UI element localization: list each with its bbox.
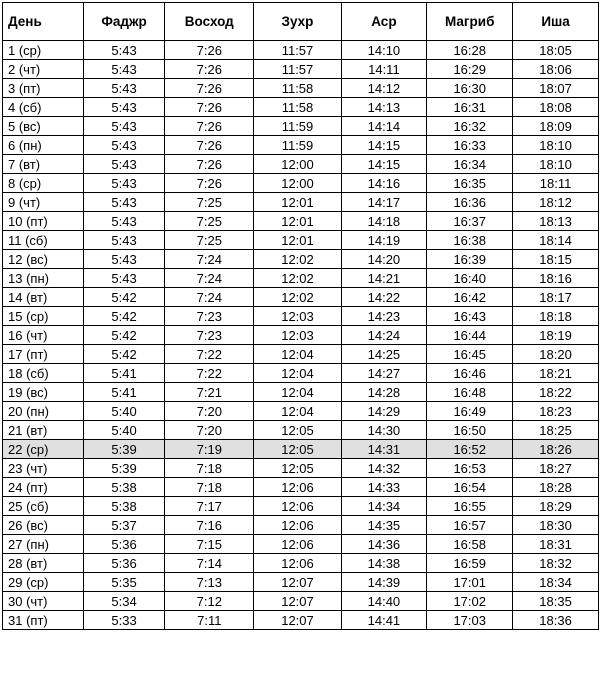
time-cell: 18:12	[513, 193, 599, 212]
table-row[interactable]	[3, 421, 599, 440]
time-cell: 5:40	[84, 421, 165, 440]
time-cell: 7:21	[165, 383, 254, 402]
time-cell: 16:39	[427, 250, 513, 269]
time-cell: 7:26	[165, 155, 254, 174]
table-row[interactable]	[3, 269, 599, 288]
time-cell: 5:42	[84, 326, 165, 345]
time-cell: 12:01	[254, 212, 341, 231]
time-cell: 14:11	[341, 60, 427, 79]
time-cell: 7:17	[165, 497, 254, 516]
day-cell: 9 (чт)	[3, 193, 84, 212]
time-cell: 12:01	[254, 231, 341, 250]
time-cell: 18:11	[513, 174, 599, 193]
time-cell: 18:14	[513, 231, 599, 250]
time-cell: 16:46	[427, 364, 513, 383]
table-row[interactable]	[3, 516, 599, 535]
time-cell: 5:43	[84, 98, 165, 117]
time-cell: 5:41	[84, 364, 165, 383]
time-cell: 12:07	[254, 611, 341, 630]
time-cell: 7:11	[165, 611, 254, 630]
column-header-time-5: Магриб	[427, 3, 513, 41]
time-cell: 5:43	[84, 212, 165, 231]
table-row[interactable]	[3, 79, 599, 98]
time-cell: 14:14	[341, 117, 427, 136]
time-cell: 12:06	[254, 516, 341, 535]
time-cell: 11:57	[254, 41, 341, 60]
time-cell: 17:02	[427, 592, 513, 611]
day-cell: 28 (вт)	[3, 554, 84, 573]
time-cell: 7:22	[165, 364, 254, 383]
day-cell: 1 (ср)	[3, 41, 84, 60]
table-row[interactable]	[3, 554, 599, 573]
time-cell: 18:20	[513, 345, 599, 364]
time-cell: 14:24	[341, 326, 427, 345]
time-cell: 7:23	[165, 307, 254, 326]
time-cell: 12:04	[254, 402, 341, 421]
time-cell: 14:27	[341, 364, 427, 383]
time-cell: 5:43	[84, 136, 165, 155]
table-header-row	[3, 3, 599, 41]
day-cell: 17 (пт)	[3, 345, 84, 364]
time-cell: 7:24	[165, 250, 254, 269]
day-cell: 5 (вс)	[3, 117, 84, 136]
table-row[interactable]	[3, 193, 599, 212]
column-header-time-2: Восход	[165, 3, 254, 41]
table-row[interactable]	[3, 326, 599, 345]
table-row[interactable]	[3, 117, 599, 136]
time-cell: 16:31	[427, 98, 513, 117]
table-body	[3, 41, 599, 630]
time-cell: 12:02	[254, 288, 341, 307]
time-cell: 5:43	[84, 79, 165, 98]
table-row[interactable]	[3, 611, 599, 630]
day-cell: 29 (ср)	[3, 573, 84, 592]
time-cell: 7:26	[165, 117, 254, 136]
time-cell: 16:48	[427, 383, 513, 402]
time-cell: 14:40	[341, 592, 427, 611]
time-cell: 5:41	[84, 383, 165, 402]
time-cell: 14:29	[341, 402, 427, 421]
time-cell: 14:19	[341, 231, 427, 250]
day-cell: 31 (пт)	[3, 611, 84, 630]
table-row[interactable]	[3, 60, 599, 79]
time-cell: 16:40	[427, 269, 513, 288]
table-row[interactable]	[3, 212, 599, 231]
table-row[interactable]	[3, 364, 599, 383]
day-cell: 4 (сб)	[3, 98, 84, 117]
time-cell: 18:09	[513, 117, 599, 136]
time-cell: 16:57	[427, 516, 513, 535]
table-row[interactable]	[3, 288, 599, 307]
time-cell: 14:41	[341, 611, 427, 630]
time-cell: 16:34	[427, 155, 513, 174]
time-cell: 5:43	[84, 231, 165, 250]
time-cell: 12:06	[254, 478, 341, 497]
time-cell: 5:35	[84, 573, 165, 592]
table-row[interactable]	[3, 155, 599, 174]
day-cell: 13 (пн)	[3, 269, 84, 288]
time-cell: 18:23	[513, 402, 599, 421]
table-row[interactable]	[3, 592, 599, 611]
day-cell: 25 (сб)	[3, 497, 84, 516]
time-cell: 12:06	[254, 497, 341, 516]
time-cell: 16:53	[427, 459, 513, 478]
day-cell: 24 (пт)	[3, 478, 84, 497]
day-cell: 15 (ср)	[3, 307, 84, 326]
time-cell: 18:25	[513, 421, 599, 440]
time-cell: 12:02	[254, 250, 341, 269]
time-cell: 5:34	[84, 592, 165, 611]
time-cell: 12:05	[254, 421, 341, 440]
table-row[interactable]	[3, 573, 599, 592]
time-cell: 7:20	[165, 421, 254, 440]
time-cell: 11:59	[254, 136, 341, 155]
time-cell: 12:04	[254, 345, 341, 364]
time-cell: 18:06	[513, 60, 599, 79]
time-cell: 14:34	[341, 497, 427, 516]
time-cell: 12:03	[254, 307, 341, 326]
time-cell: 18:07	[513, 79, 599, 98]
time-cell: 16:30	[427, 79, 513, 98]
time-cell: 14:18	[341, 212, 427, 231]
time-cell: 7:16	[165, 516, 254, 535]
time-cell: 5:36	[84, 554, 165, 573]
time-cell: 18:10	[513, 136, 599, 155]
time-cell: 12:02	[254, 269, 341, 288]
time-cell: 16:49	[427, 402, 513, 421]
time-cell: 12:00	[254, 155, 341, 174]
time-cell: 16:55	[427, 497, 513, 516]
time-cell: 18:19	[513, 326, 599, 345]
time-cell: 7:19	[165, 440, 254, 459]
time-cell: 5:42	[84, 345, 165, 364]
table-row[interactable]	[3, 459, 599, 478]
time-cell: 16:35	[427, 174, 513, 193]
time-cell: 5:38	[84, 478, 165, 497]
day-cell: 21 (вт)	[3, 421, 84, 440]
time-cell: 14:36	[341, 535, 427, 554]
day-cell: 30 (чт)	[3, 592, 84, 611]
time-cell: 14:16	[341, 174, 427, 193]
time-cell: 5:43	[84, 60, 165, 79]
time-cell: 14:22	[341, 288, 427, 307]
time-cell: 14:39	[341, 573, 427, 592]
day-cell: 23 (чт)	[3, 459, 84, 478]
time-cell: 5:39	[84, 459, 165, 478]
time-cell: 18:30	[513, 516, 599, 535]
time-cell: 12:00	[254, 174, 341, 193]
column-header-time-1: Фаджр	[84, 3, 165, 41]
time-cell: 16:36	[427, 193, 513, 212]
day-cell: 11 (сб)	[3, 231, 84, 250]
time-cell: 11:59	[254, 117, 341, 136]
time-cell: 16:54	[427, 478, 513, 497]
time-cell: 18:34	[513, 573, 599, 592]
time-cell: 14:15	[341, 136, 427, 155]
time-cell: 18:32	[513, 554, 599, 573]
time-cell: 12:06	[254, 554, 341, 573]
time-cell: 5:43	[84, 155, 165, 174]
day-cell: 22 (ср)	[3, 440, 84, 459]
day-cell: 20 (пн)	[3, 402, 84, 421]
time-cell: 18:05	[513, 41, 599, 60]
time-cell: 14:38	[341, 554, 427, 573]
time-cell: 16:58	[427, 535, 513, 554]
time-cell: 16:42	[427, 288, 513, 307]
table-row[interactable]	[3, 535, 599, 554]
time-cell: 18:29	[513, 497, 599, 516]
day-cell: 19 (вс)	[3, 383, 84, 402]
time-cell: 12:05	[254, 459, 341, 478]
time-cell: 14:23	[341, 307, 427, 326]
column-header-day: День	[3, 3, 84, 41]
time-cell: 5:43	[84, 41, 165, 60]
time-cell: 16:33	[427, 136, 513, 155]
time-cell: 7:24	[165, 288, 254, 307]
time-cell: 5:43	[84, 250, 165, 269]
time-cell: 5:42	[84, 307, 165, 326]
time-cell: 16:45	[427, 345, 513, 364]
time-cell: 14:30	[341, 421, 427, 440]
time-cell: 12:04	[254, 383, 341, 402]
time-cell: 16:50	[427, 421, 513, 440]
time-cell: 7:20	[165, 402, 254, 421]
table-row[interactable]	[3, 383, 599, 402]
time-cell: 7:18	[165, 478, 254, 497]
time-cell: 7:22	[165, 345, 254, 364]
time-cell: 5:42	[84, 288, 165, 307]
time-cell: 7:25	[165, 212, 254, 231]
time-cell: 7:24	[165, 269, 254, 288]
time-cell: 18:16	[513, 269, 599, 288]
time-cell: 12:06	[254, 535, 341, 554]
time-cell: 14:32	[341, 459, 427, 478]
day-cell: 3 (пт)	[3, 79, 84, 98]
time-cell: 7:26	[165, 79, 254, 98]
time-cell: 14:33	[341, 478, 427, 497]
time-cell: 14:31	[341, 440, 427, 459]
time-cell: 5:43	[84, 174, 165, 193]
day-cell: 14 (вт)	[3, 288, 84, 307]
time-cell: 16:32	[427, 117, 513, 136]
time-cell: 5:43	[84, 193, 165, 212]
time-cell: 18:27	[513, 459, 599, 478]
time-cell: 18:10	[513, 155, 599, 174]
time-cell: 14:13	[341, 98, 427, 117]
time-cell: 16:38	[427, 231, 513, 250]
day-cell: 12 (вс)	[3, 250, 84, 269]
time-cell: 7:12	[165, 592, 254, 611]
time-cell: 16:44	[427, 326, 513, 345]
time-cell: 18:17	[513, 288, 599, 307]
time-cell: 18:22	[513, 383, 599, 402]
time-cell: 16:59	[427, 554, 513, 573]
time-cell: 18:26	[513, 440, 599, 459]
time-cell: 18:18	[513, 307, 599, 326]
time-cell: 14:10	[341, 41, 427, 60]
table-row[interactable]	[3, 136, 599, 155]
time-cell: 7:25	[165, 231, 254, 250]
day-cell: 18 (сб)	[3, 364, 84, 383]
time-cell: 5:43	[84, 117, 165, 136]
time-cell: 7:26	[165, 98, 254, 117]
time-cell: 14:12	[341, 79, 427, 98]
time-cell: 16:52	[427, 440, 513, 459]
day-cell: 8 (ср)	[3, 174, 84, 193]
table-row[interactable]	[3, 41, 599, 60]
time-cell: 18:21	[513, 364, 599, 383]
day-cell: 27 (пн)	[3, 535, 84, 554]
time-cell: 12:07	[254, 573, 341, 592]
time-cell: 7:26	[165, 136, 254, 155]
day-cell: 7 (вт)	[3, 155, 84, 174]
time-cell: 16:29	[427, 60, 513, 79]
time-cell: 17:01	[427, 573, 513, 592]
prayer-times-table	[2, 2, 599, 630]
table-row[interactable]	[3, 250, 599, 269]
time-cell: 5:40	[84, 402, 165, 421]
time-cell: 5:38	[84, 497, 165, 516]
table-row[interactable]	[3, 497, 599, 516]
time-cell: 5:33	[84, 611, 165, 630]
time-cell: 18:31	[513, 535, 599, 554]
time-cell: 7:14	[165, 554, 254, 573]
time-cell: 16:43	[427, 307, 513, 326]
time-cell: 11:58	[254, 98, 341, 117]
time-cell: 5:39	[84, 440, 165, 459]
time-cell: 18:28	[513, 478, 599, 497]
time-cell: 7:25	[165, 193, 254, 212]
time-cell: 12:04	[254, 364, 341, 383]
column-header-time-4: Аср	[341, 3, 427, 41]
time-cell: 16:28	[427, 41, 513, 60]
time-cell: 7:18	[165, 459, 254, 478]
time-cell: 12:05	[254, 440, 341, 459]
table-row[interactable]	[3, 402, 599, 421]
table-row[interactable]	[3, 478, 599, 497]
time-cell: 12:03	[254, 326, 341, 345]
time-cell: 14:20	[341, 250, 427, 269]
time-cell: 5:36	[84, 535, 165, 554]
time-cell: 14:15	[341, 155, 427, 174]
day-cell: 2 (чт)	[3, 60, 84, 79]
time-cell: 7:26	[165, 174, 254, 193]
time-cell: 17:03	[427, 611, 513, 630]
time-cell: 7:26	[165, 60, 254, 79]
time-cell: 11:58	[254, 79, 341, 98]
time-cell: 5:43	[84, 269, 165, 288]
table-row[interactable]	[3, 98, 599, 117]
table-row[interactable]	[3, 440, 599, 459]
time-cell: 14:25	[341, 345, 427, 364]
time-cell: 14:35	[341, 516, 427, 535]
table-row[interactable]	[3, 231, 599, 250]
time-cell: 7:26	[165, 41, 254, 60]
day-cell: 6 (пн)	[3, 136, 84, 155]
time-cell: 18:08	[513, 98, 599, 117]
day-cell: 26 (вс)	[3, 516, 84, 535]
time-cell: 14:17	[341, 193, 427, 212]
time-cell: 7:23	[165, 326, 254, 345]
time-cell: 16:37	[427, 212, 513, 231]
table-row[interactable]	[3, 307, 599, 326]
column-header-time-3: Зухр	[254, 3, 341, 41]
table-row[interactable]	[3, 174, 599, 193]
time-cell: 18:15	[513, 250, 599, 269]
table-header	[3, 3, 599, 41]
time-cell: 18:35	[513, 592, 599, 611]
time-cell: 12:01	[254, 193, 341, 212]
day-cell: 10 (пт)	[3, 212, 84, 231]
time-cell: 7:15	[165, 535, 254, 554]
table-row[interactable]	[3, 345, 599, 364]
time-cell: 14:21	[341, 269, 427, 288]
column-header-time-6: Иша	[513, 3, 599, 41]
time-cell: 18:36	[513, 611, 599, 630]
time-cell: 5:37	[84, 516, 165, 535]
time-cell: 11:57	[254, 60, 341, 79]
time-cell: 14:28	[341, 383, 427, 402]
day-cell: 16 (чт)	[3, 326, 84, 345]
time-cell: 18:13	[513, 212, 599, 231]
time-cell: 12:07	[254, 592, 341, 611]
time-cell: 7:13	[165, 573, 254, 592]
